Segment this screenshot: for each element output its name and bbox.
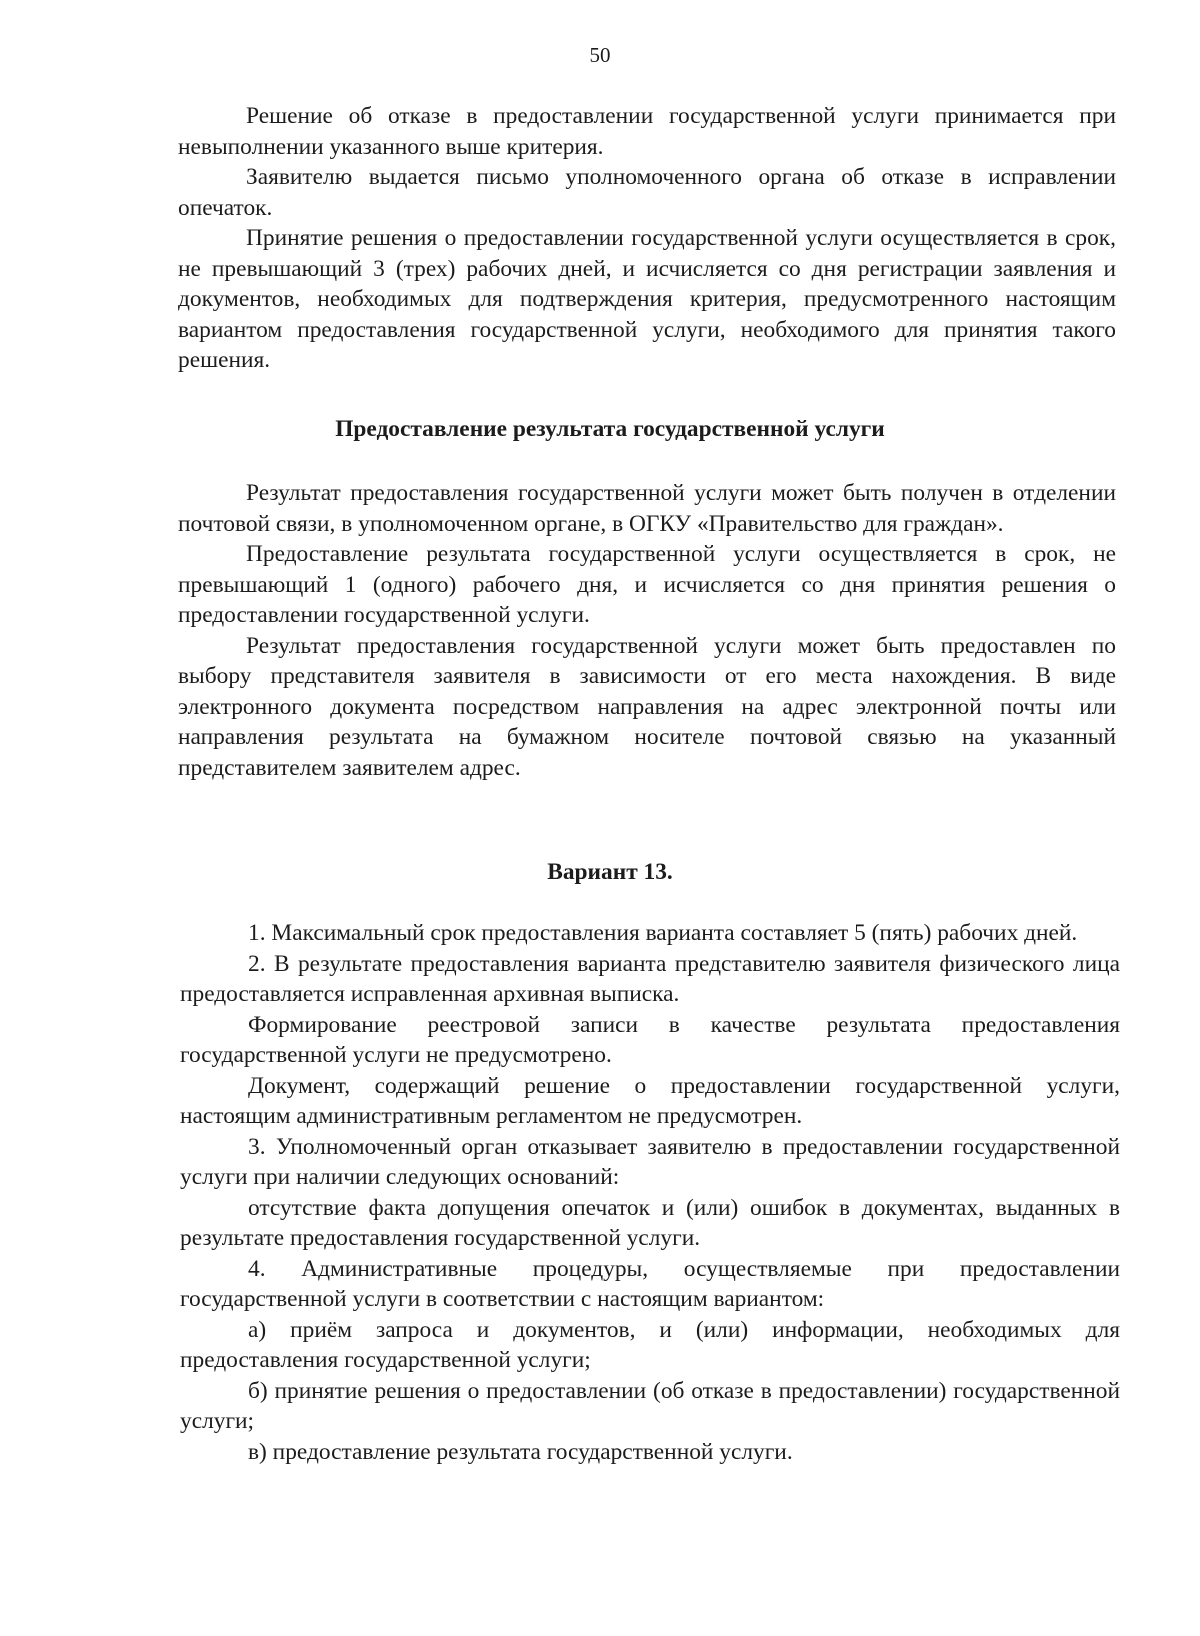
paragraph: Решение об отказе в предоставлении государственной услуги принимается при невыполнении указанного выше критерия. bbox=[178, 103, 1116, 160]
section-variant-13 bbox=[180, 918, 1120, 1467]
paragraph: Результат предоставления государственной услуги может быть получен в отделении почтовой связи, в уполномоченном органе, в ОГКУ «Правительство для граждан». bbox=[178, 480, 1116, 537]
section-refusal-decision bbox=[178, 101, 1116, 376]
page-number: 50 bbox=[589, 43, 611, 67]
paragraph: Результат предоставления государственной услуги может быть предоставлен по выбору представителя заявителя в зависимости от его места нахождения. В виде электронного документа посредством направления на адрес электронной почты или направления результата на бумажном носителе почтовой связью на указанный представителем заявителем адрес. bbox=[178, 632, 1116, 781]
section-heading: Предоставление результата государственной услуги bbox=[335, 416, 885, 442]
list-item: 2. В результате предоставления варианта представителю заявителя физического лица предоставляется исправленная архивная выписка. bbox=[180, 950, 1120, 1007]
sub-list-item: а) приём запроса и документов, и (или) информации, необходимых для предоставления государственной услуги; bbox=[180, 1316, 1120, 1373]
section-result-provision bbox=[178, 478, 1116, 783]
variant-heading: Вариант 13. bbox=[547, 859, 673, 885]
paragraph: Предоставление результата государственной услуги осуществляется в срок, не превышающий 1 (одного) рабочего дня, и исчисляется со дня принятия решения о предоставлении государственной услуги. bbox=[178, 541, 1116, 628]
sub-list-item: б) принятие решения о предоставлении (об отказе в предоставлении) государственной услуги; bbox=[180, 1377, 1120, 1434]
sub-list-item: в) предоставление результата государственной услуги. bbox=[248, 1438, 793, 1465]
paragraph: Принятие решения о предоставлении государственной услуги осуществляется в срок, не превышающий 3 (трех) рабочих дней, и исчисляется со дня регистрации заявления и документов, необходимых для подтверждения критерия, предусмотренного настоящим вариантом предоставления государственной услуги, необходимого для принятия такого решения. bbox=[178, 225, 1116, 373]
list-item: 1. Максимальный срок предоставления варианта составляет 5 (пять) рабочих дней. bbox=[248, 920, 1078, 946]
paragraph: отсутствие факта допущения опечаток и (или) ошибок в документах, выданных в результате предоставления государственной услуги. bbox=[180, 1194, 1120, 1251]
paragraph: Формирование реестровой записи в качестве результата предоставления государственной услуги не предусмотрено. bbox=[180, 1011, 1120, 1068]
paragraph: Заявителю выдается письмо уполномоченного органа об отказе в исправлении опечаток. bbox=[178, 164, 1116, 221]
list-item: 3. Уполномоченный орган отказывает заявителю в предоставлении государственной услуги при наличии следующих оснований: bbox=[180, 1133, 1120, 1190]
list-item: 4. Административные процедуры, осуществляемые при предоставлении государственной услуги в соответствии с настоящим вариантом: bbox=[180, 1255, 1120, 1312]
paragraph: Документ, содержащий решение о предоставлении государственной услуги, настоящим административным регламентом не предусмотрен. bbox=[180, 1072, 1120, 1129]
